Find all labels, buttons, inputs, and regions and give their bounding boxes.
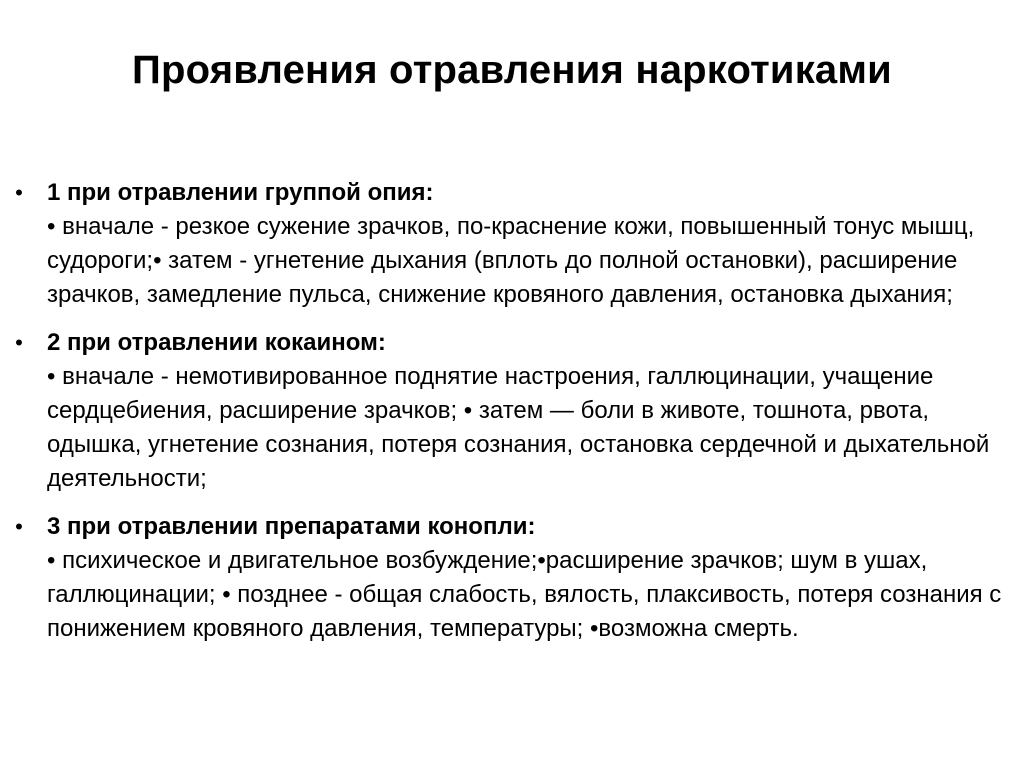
bullet-list <box>0 176 1024 660</box>
item-text: • психическое и двигательное возбуждение;•расширение зрачков; шум в ушах, галлюцинации; • позднее - общая слабость, вялость, плаксивость, потеря сознания с понижением кровяного давления, температуры; •возможна смерть. <box>47 547 1002 642</box>
item-text: • вначале - немотивированное поднятие настроения, галлюцинации, учащение сердцебиения, расширение зрачков; • затем — боли в животе, тошнота, рвота, одышка, угнетение сознания, потеря сознания, остановка сердечной и дыхательной деятельности; <box>47 363 990 492</box>
slide-title: Проявления отравления наркотиками <box>132 48 892 92</box>
list-item-cocaine <box>0 326 1024 496</box>
list-item-opium <box>0 176 1024 312</box>
item-heading: 1 при отравлении группой опия: <box>47 179 434 206</box>
item-text: • вначале - резкое сужение зрачков, по-краснение кожи, повышенный тонус мышц, судороги;• затем - угнетение дыхания (вплоть до полной остановки), расширение зрачков, замедление пульса, снижение кровяного давления, остановка дыхания; <box>47 213 975 308</box>
item-heading: 2 при отравлении кокаином: <box>47 329 386 356</box>
item-heading: 3 при отравлении препаратами конопли: <box>47 513 536 540</box>
bullet-icon: • <box>15 330 23 355</box>
bullet-icon: • <box>15 514 23 539</box>
bullet-icon: • <box>15 180 23 205</box>
list-item-cannabis <box>0 510 1024 646</box>
